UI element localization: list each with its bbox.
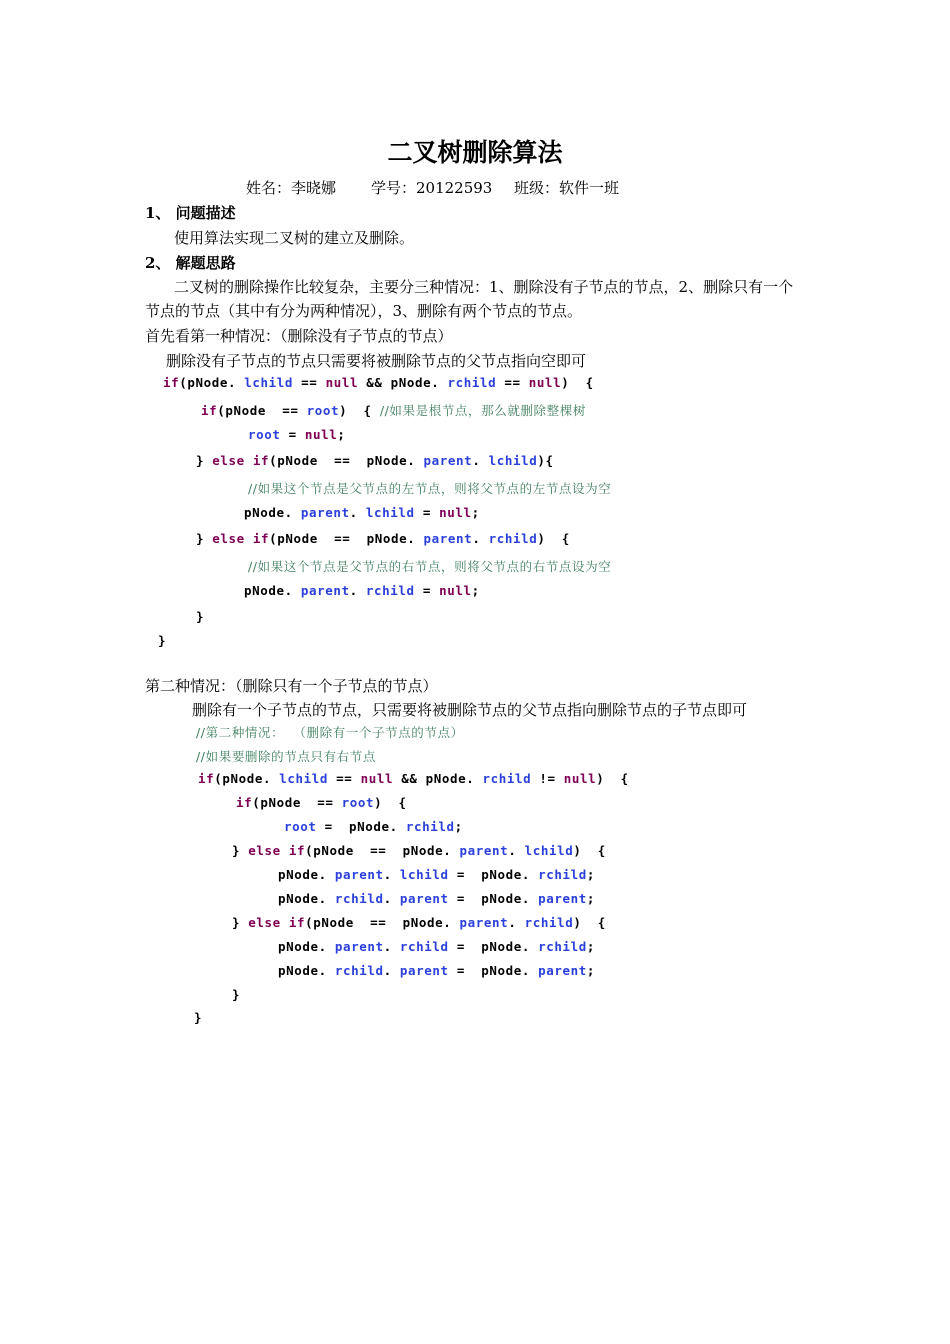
code-token: (pNode == pNode. xyxy=(269,531,424,546)
code-line xyxy=(232,843,606,858)
code-token: rchild xyxy=(334,963,384,978)
code-token: parent xyxy=(300,505,350,520)
code-token: root xyxy=(248,427,281,442)
code-token: null xyxy=(563,771,597,786)
code-line xyxy=(248,479,611,497)
code-token: root xyxy=(341,795,375,810)
code-token: //第二种情况： （删除有一个子节点的节点） xyxy=(196,725,464,740)
code-token: parent xyxy=(300,583,350,598)
code-line xyxy=(278,891,595,906)
code-line xyxy=(196,531,570,546)
code-token: (pNode == pNode. xyxy=(305,843,460,858)
code-token: ; xyxy=(471,583,480,598)
code-line xyxy=(163,375,594,390)
section-heading-approach: 2、 解题思路 xyxy=(145,254,236,272)
code-token: null xyxy=(304,427,338,442)
code-token: . xyxy=(508,843,525,858)
code-token: } xyxy=(232,915,249,930)
code-token: ; xyxy=(586,939,595,954)
code-token: } xyxy=(232,987,241,1002)
code-line xyxy=(278,963,595,978)
code-token: parent xyxy=(538,891,587,906)
code-token: pNode. xyxy=(278,963,335,978)
code-token: rchild xyxy=(334,891,384,906)
code-token: rchild xyxy=(399,939,449,954)
code-token: rchild xyxy=(524,915,574,930)
code-token: else if xyxy=(212,531,270,546)
code-token: //如果这个节点是父节点的右节点，则将父节点的右节点设为空 xyxy=(248,559,612,574)
code-token: = xyxy=(280,427,305,442)
code-token: . xyxy=(472,453,489,468)
code-token: } xyxy=(196,453,213,468)
code-line xyxy=(232,915,606,930)
code-token: parent xyxy=(459,915,509,930)
code-token: ){ xyxy=(537,453,554,468)
code-token: = pNode. xyxy=(448,891,539,906)
code-token: = pNode. xyxy=(448,963,539,978)
code-token: if xyxy=(163,375,180,390)
code-token: null xyxy=(528,375,562,390)
code-token: . xyxy=(383,867,400,882)
code-token: parent xyxy=(459,843,509,858)
code-token: parent xyxy=(538,963,587,978)
author-name: 姓名：李晓娜 xyxy=(246,179,337,197)
code-token: (pNode. xyxy=(179,375,245,390)
document-title: 二叉树删除算法 xyxy=(387,138,563,167)
code-token: = xyxy=(414,583,440,598)
code-token: null xyxy=(360,771,394,786)
code-line xyxy=(198,771,629,786)
code-token: root xyxy=(306,403,340,418)
code-token: . xyxy=(383,891,400,906)
code-line xyxy=(284,819,463,834)
code-token: . xyxy=(349,505,366,520)
code-token: != xyxy=(531,771,564,786)
code-token: //如果是根节点，那么就删除整棵树 xyxy=(379,403,586,418)
code-token: = pNode. xyxy=(448,867,539,882)
code-token: else if xyxy=(212,453,270,468)
code-token: parent xyxy=(423,531,473,546)
case1-title: 首先看第一种情况：（删除没有子节点的节点） xyxy=(145,327,453,345)
code-token: ) { xyxy=(537,531,570,546)
code-token: rchild xyxy=(538,867,587,882)
code-token: if xyxy=(198,771,215,786)
code-token: } xyxy=(194,1010,203,1025)
code-token: == xyxy=(496,375,529,390)
code-token: . xyxy=(508,915,525,930)
problem-text: 使用算法实现二叉树的建立及删除。 xyxy=(174,229,415,247)
code-token: if xyxy=(236,795,253,810)
code-token: ; xyxy=(454,819,463,834)
approach-text-line1: 二叉树的删除操作比较复杂，主要分三种情况：1、删除没有子节点的节点，2、删除只有一个 xyxy=(174,278,794,296)
code-token: pNode. xyxy=(244,583,301,598)
code-token: ) { xyxy=(561,375,594,390)
approach-text-line2: 节点的节点（其中有分为两种情况），3、删除有两个节点的节点。 xyxy=(145,302,583,320)
code-token: parent xyxy=(334,939,384,954)
code-line xyxy=(244,505,480,520)
code-token: lchild xyxy=(244,375,294,390)
code-line xyxy=(248,557,611,575)
code-token: pNode. xyxy=(278,939,335,954)
code-token: = pNode. xyxy=(316,819,406,834)
code-token: pNode. xyxy=(278,891,335,906)
code-token: ; xyxy=(337,427,346,442)
code-token: lchild xyxy=(399,867,449,882)
code-token: lchild xyxy=(279,771,329,786)
code-token: pNode. xyxy=(278,867,335,882)
code-token: (pNode == pNode. xyxy=(269,453,424,468)
code-token: parent xyxy=(399,891,449,906)
code-token: == xyxy=(293,375,326,390)
code-line xyxy=(196,723,464,741)
code-token: ) { xyxy=(573,915,606,930)
code-token: rchild xyxy=(538,939,587,954)
code-token: = xyxy=(414,505,440,520)
code-token: null xyxy=(325,375,359,390)
code-token: ) { xyxy=(339,403,380,418)
code-line xyxy=(244,583,480,598)
code-token: } xyxy=(232,843,249,858)
code-token: else if xyxy=(248,843,306,858)
code-token: ) { xyxy=(573,843,606,858)
case2-title: 第二种情况：（删除只有一个子节点的节点） xyxy=(145,677,438,695)
code-line xyxy=(278,939,595,954)
code-line xyxy=(236,795,407,810)
code-token: . xyxy=(349,583,366,598)
code-token: rchild xyxy=(405,819,455,834)
code-line xyxy=(196,609,204,624)
class-name: 班级：软件一班 xyxy=(514,179,620,197)
code-token: . xyxy=(383,963,400,978)
code-token: lchild xyxy=(524,843,574,858)
code-token: . xyxy=(472,531,489,546)
code-line xyxy=(196,453,554,468)
case1-description: 删除没有子节点的节点只需要将被删除节点的父节点指向空即可 xyxy=(166,352,587,370)
code-token: root xyxy=(284,819,317,834)
code-token: (pNode == pNode. xyxy=(305,915,460,930)
code-line xyxy=(278,867,595,882)
code-token: else if xyxy=(248,915,306,930)
code-token: (pNode == xyxy=(252,795,342,810)
code-token: //如果要删除的节点只有右节点 xyxy=(196,749,376,764)
code-token: = pNode. xyxy=(448,939,539,954)
code-token: (pNode == xyxy=(217,403,307,418)
code-token: parent xyxy=(423,453,473,468)
code-token: if xyxy=(201,403,218,418)
code-token: lchild xyxy=(488,453,538,468)
student-id: 学号：20122593 xyxy=(371,179,493,197)
code-token: && pNode. xyxy=(358,375,448,390)
code-token: parent xyxy=(334,867,384,882)
code-token: . xyxy=(383,939,400,954)
code-line xyxy=(158,633,166,648)
code-token: ) { xyxy=(596,771,629,786)
code-token: ) { xyxy=(374,795,407,810)
code-token: ; xyxy=(586,963,595,978)
code-token: rchild xyxy=(488,531,538,546)
code-token: rchild xyxy=(482,771,532,786)
code-token: lchild xyxy=(365,505,415,520)
code-line xyxy=(232,987,240,1002)
code-line xyxy=(194,1010,202,1025)
code-token: null xyxy=(439,583,472,598)
code-token: } xyxy=(158,633,167,648)
code-token: null xyxy=(439,505,472,520)
code-token: //如果这个节点是父节点的左节点，则将父节点的左节点设为空 xyxy=(248,481,612,496)
code-token: } xyxy=(196,531,213,546)
code-token: ; xyxy=(471,505,480,520)
code-token: ; xyxy=(586,867,595,882)
code-token: == xyxy=(328,771,361,786)
code-token: } xyxy=(196,609,205,624)
code-token: rchild xyxy=(447,375,497,390)
section-heading-problem: 1、 问题描述 xyxy=(145,204,236,222)
code-line xyxy=(196,747,376,765)
code-token: (pNode. xyxy=(214,771,280,786)
code-token: parent xyxy=(399,963,449,978)
code-line xyxy=(201,401,586,419)
code-token: pNode. xyxy=(244,505,301,520)
code-token: rchild xyxy=(365,583,415,598)
code-token: && pNode. xyxy=(393,771,483,786)
code-line xyxy=(248,427,346,442)
code-token: ; xyxy=(586,891,595,906)
case2-description: 删除有一个子节点的节点，只需要将被删除节点的父节点指向删除节点的子节点即可 xyxy=(192,701,748,719)
